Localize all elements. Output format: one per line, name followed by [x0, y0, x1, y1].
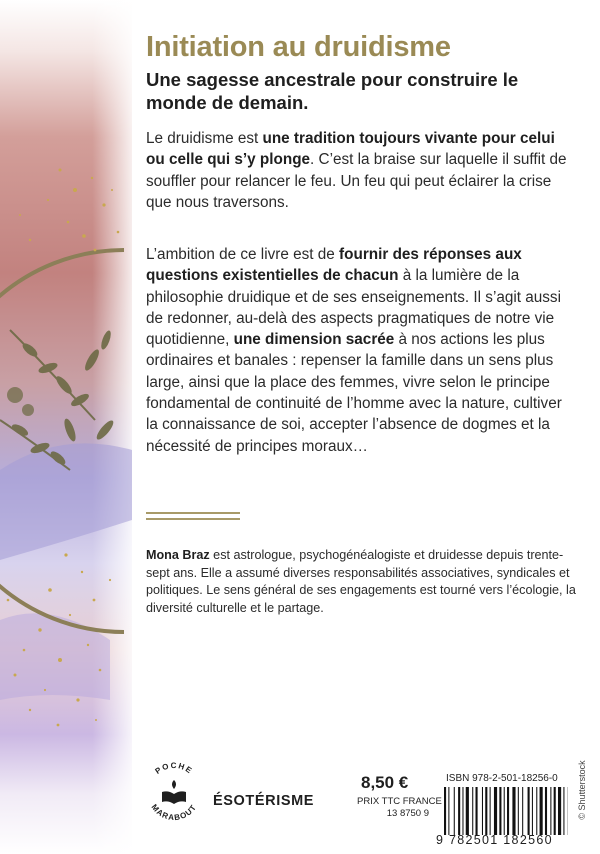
- barcode-bar: [466, 787, 469, 835]
- bio-text: est astrologue, psychogénéalogiste et druidesse depuis trente-sept ans. Elle a assumé diverses responsabilités associatives, syndicales et politiques. Le sens général de ses engagements est tourné vers l’écologie, la diversité culturelle et le partage.: [146, 548, 576, 615]
- barcode-bar: [476, 787, 478, 835]
- author-bio: [146, 547, 576, 617]
- barcode-digits: 9 782501 182560: [436, 833, 553, 847]
- barcode-bar: [528, 787, 530, 835]
- author-name: Mona Braz: [146, 548, 210, 562]
- barcode-bar: [444, 787, 446, 835]
- price-details: [357, 796, 442, 820]
- barcode-bar: [504, 787, 505, 835]
- barcode-bar: [499, 787, 501, 835]
- bold-span: fournir des réponses aux questions existentielles de chacun: [146, 246, 522, 285]
- divider-line: [146, 512, 240, 514]
- divider-line: [146, 518, 240, 520]
- text-span: à nos actions les plus ordinaires et banales : repenser la famille dans un sens plus large, ainsi que la place des femmes, vivre selon le principe fondamental de continuité de l’homme avec la nature, cultiver la connaissance de soi, accepter l’absence de dogmes et la nécessité de principes moraux…: [146, 331, 562, 455]
- bold-span: une tradition toujours vivante pour celui ou celle qui s’y plonge: [146, 130, 555, 169]
- book-title: Initiation au druidisme: [146, 31, 451, 63]
- book-with-leaf-emblem-icon: [140, 758, 208, 826]
- barcode-bar: [472, 787, 473, 835]
- barcode-bar: [507, 787, 509, 835]
- logo-top-path: POCHE: [153, 760, 195, 776]
- barcode-bar: [536, 787, 537, 835]
- price-label: PRIX TTC FRANCE: [357, 796, 442, 807]
- barcode-bar: [518, 787, 519, 835]
- barcode-icon: [444, 787, 568, 835]
- crescent-moon-with-leaves-icon: [0, 0, 132, 854]
- description-paragraph-2: [146, 244, 576, 457]
- barcode-bar: [532, 787, 533, 835]
- barcode-bar: [454, 787, 455, 835]
- text-span: L’ambition de ce livre est de: [146, 246, 340, 263]
- text-span: . C’est la braise sur laquelle il suffit de souffler pour relancer le feu. Un feu qui peut éclairer la crise que nous traversons.: [146, 151, 567, 211]
- barcode-bar: [563, 787, 564, 835]
- logo-bottom-text: [150, 803, 199, 823]
- book-subtitle: Une sagesse ancestrale pour construire le monde de demain.: [146, 69, 519, 113]
- barcode-bar: [482, 787, 483, 835]
- collection-label: ÉSOTÉRISME: [213, 793, 315, 809]
- photo-credit: © Shutterstock: [577, 760, 587, 820]
- barcode-bar: [485, 787, 487, 835]
- logo-bottom-path: MARABOUT: [149, 802, 199, 823]
- barcode-bar: [550, 787, 551, 835]
- description-paragraph-1: [146, 128, 576, 213]
- barcode-bar: [512, 787, 515, 835]
- price: 8,50 €: [361, 773, 409, 792]
- barcode-bar: [490, 787, 491, 835]
- text-span: Le druidisme est: [146, 130, 263, 147]
- isbn-label: ISBN 978-2-501-18256-0: [446, 773, 558, 784]
- logo-top-text: [153, 761, 194, 776]
- text-span: à la lumière de la philosophie druidique et de ses enseignements. Il s’agit aussi de redonner, au-delà des aspects pragmatiques de notre vie quotidienne,: [146, 267, 561, 349]
- barcode-bar: [522, 787, 523, 835]
- barcode-bar: [462, 787, 463, 835]
- bold-span: une dimension sacrée: [233, 331, 395, 349]
- barcode-bar: [558, 787, 561, 835]
- cover-artwork: [0, 0, 132, 854]
- barcode-bar: [448, 787, 449, 835]
- barcode-bar: [494, 787, 497, 835]
- barcode-bar: [554, 787, 556, 835]
- barcode-bar: [458, 787, 460, 835]
- barcode-bar: [540, 787, 543, 835]
- section-divider: [146, 512, 240, 524]
- price-code: 13 8750 9: [386, 808, 429, 819]
- barcode-bar: [545, 787, 547, 835]
